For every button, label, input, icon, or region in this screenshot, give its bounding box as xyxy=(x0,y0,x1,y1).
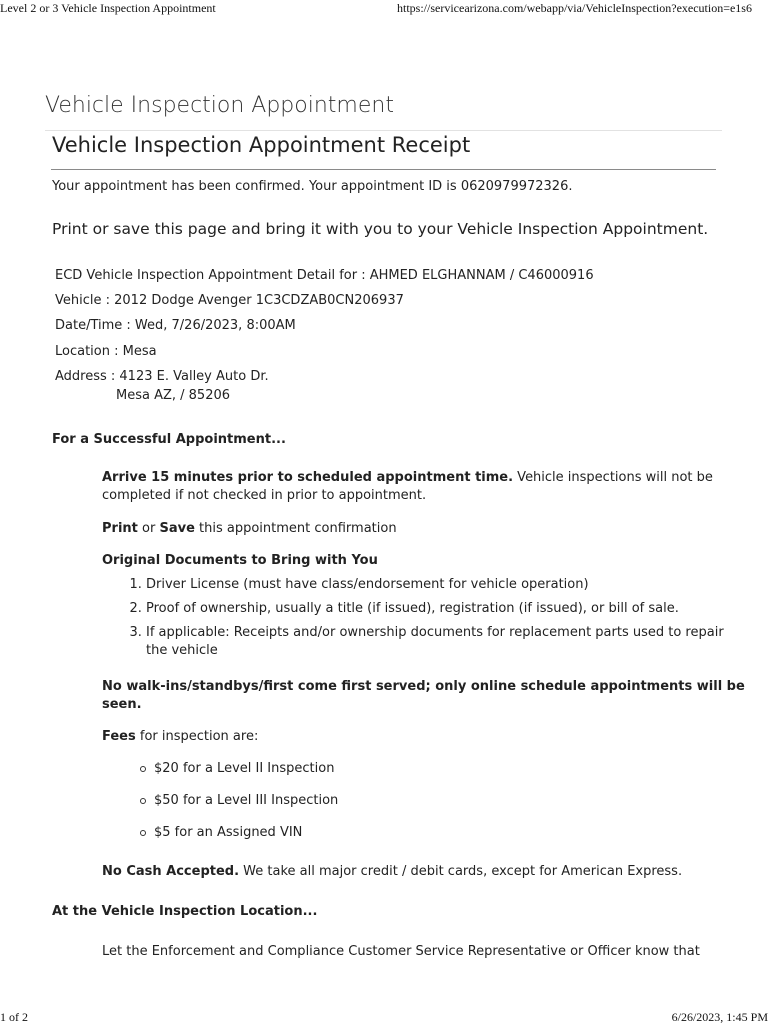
fee-text: $20 for a Level II Inspection xyxy=(154,761,335,776)
print-save-note xyxy=(102,520,397,538)
no-cash-rest: We take all major credit / debit cards, except for American Express. xyxy=(239,864,683,879)
receipt-divider xyxy=(51,169,716,170)
or-text: or xyxy=(137,521,160,536)
print-header xyxy=(0,1,768,17)
fees-intro xyxy=(102,728,258,746)
confirmation-message: Your appointment has been confirmed. Your appointment ID is 0620979972326. xyxy=(52,179,573,194)
detail-for: ECD Vehicle Inspection Appointment Detail for : AHMED ELGHANNAM / C46000916 xyxy=(55,268,594,283)
circle-bullet-icon xyxy=(140,798,146,804)
list-item xyxy=(140,759,540,791)
walkin-line2: seen. xyxy=(102,697,142,712)
fee-text: $5 for an Assigned VIN xyxy=(154,825,303,840)
print-datetime: 6/26/2023, 1:45 PM xyxy=(671,1010,768,1024)
print-instruction: Print or save this page and bring it with you to your Vehicle Inspection Appointment. xyxy=(52,220,709,238)
save-bold: Save xyxy=(159,521,195,536)
successful-heading-text: For a Successful Appointment... xyxy=(52,432,286,447)
detail-vehicle: Vehicle : 2012 Dodge Avenger 1C3CDZAB0CN206937 xyxy=(55,293,404,308)
title-divider xyxy=(45,130,722,131)
list-item xyxy=(140,823,540,855)
fees-list xyxy=(140,759,540,855)
arrive-instruction xyxy=(102,469,713,487)
list-item: 1. Driver License (must have class/endorsement for vehicle operation) xyxy=(146,576,726,594)
successful-heading xyxy=(52,431,286,449)
fees-bold: Fees xyxy=(102,729,136,744)
no-cash-bold: No Cash Accepted. xyxy=(102,864,240,879)
detail-datetime: Date/Time : Wed, 7/26/2023, 8:00AM xyxy=(55,318,296,333)
no-cash-notice xyxy=(102,863,682,881)
location-instruction: Let the Enforcement and Compliance Customer Service Representative or Officer know that xyxy=(102,944,700,959)
walkin-notice xyxy=(102,678,745,696)
list-item xyxy=(140,791,540,823)
print-save-rest: this appointment confirmation xyxy=(194,521,397,536)
location-heading-text: At the Vehicle Inspection Location... xyxy=(52,904,318,919)
print-header-title: Level 2 or 3 Vehicle Inspection Appointment xyxy=(0,1,216,15)
walkin-line1: No walk-ins/standbys/first come first served; only online schedule appointments will be xyxy=(102,679,745,694)
documents-list xyxy=(102,576,726,666)
list-item: 3. If applicable: Receipts and/or ownership documents for replacement parts used to repair the vehicle xyxy=(146,624,726,660)
documents-heading-text: Original Documents to Bring with You xyxy=(102,553,378,568)
print-bold: Print xyxy=(102,521,138,536)
receipt-title: Vehicle Inspection Appointment Receipt xyxy=(52,133,471,157)
documents-heading xyxy=(102,552,378,570)
fee-text: $50 for a Level III Inspection xyxy=(154,793,339,808)
arrive-rest: Vehicle inspections will not be xyxy=(513,470,713,485)
print-header-url: https://servicearizona.com/webapp/via/VehicleInspection?execution=e1s6 xyxy=(397,1,752,15)
list-item: 2. Proof of ownership, usually a title (if issued), registration (if issued), or bill of sale. xyxy=(146,600,726,618)
detail-location: Location : Mesa xyxy=(55,344,157,359)
walkin-notice-line2 xyxy=(102,696,142,714)
location-heading xyxy=(52,903,317,921)
page-title: Vehicle Inspection Appointment xyxy=(45,93,394,118)
arrive-bold: Arrive 15 minutes prior to scheduled appointment time. xyxy=(102,470,514,485)
page-number: 1 of 2 xyxy=(0,1010,28,1024)
fees-rest: for inspection are: xyxy=(135,729,259,744)
circle-bullet-icon xyxy=(140,766,146,772)
circle-bullet-icon xyxy=(140,830,146,836)
detail-address-line2: Mesa AZ, / 85206 xyxy=(116,388,231,403)
arrive-instruction-line2: completed if not checked in prior to appointment. xyxy=(102,488,427,503)
detail-address-line1: Address : 4123 E. Valley Auto Dr. xyxy=(55,369,269,384)
